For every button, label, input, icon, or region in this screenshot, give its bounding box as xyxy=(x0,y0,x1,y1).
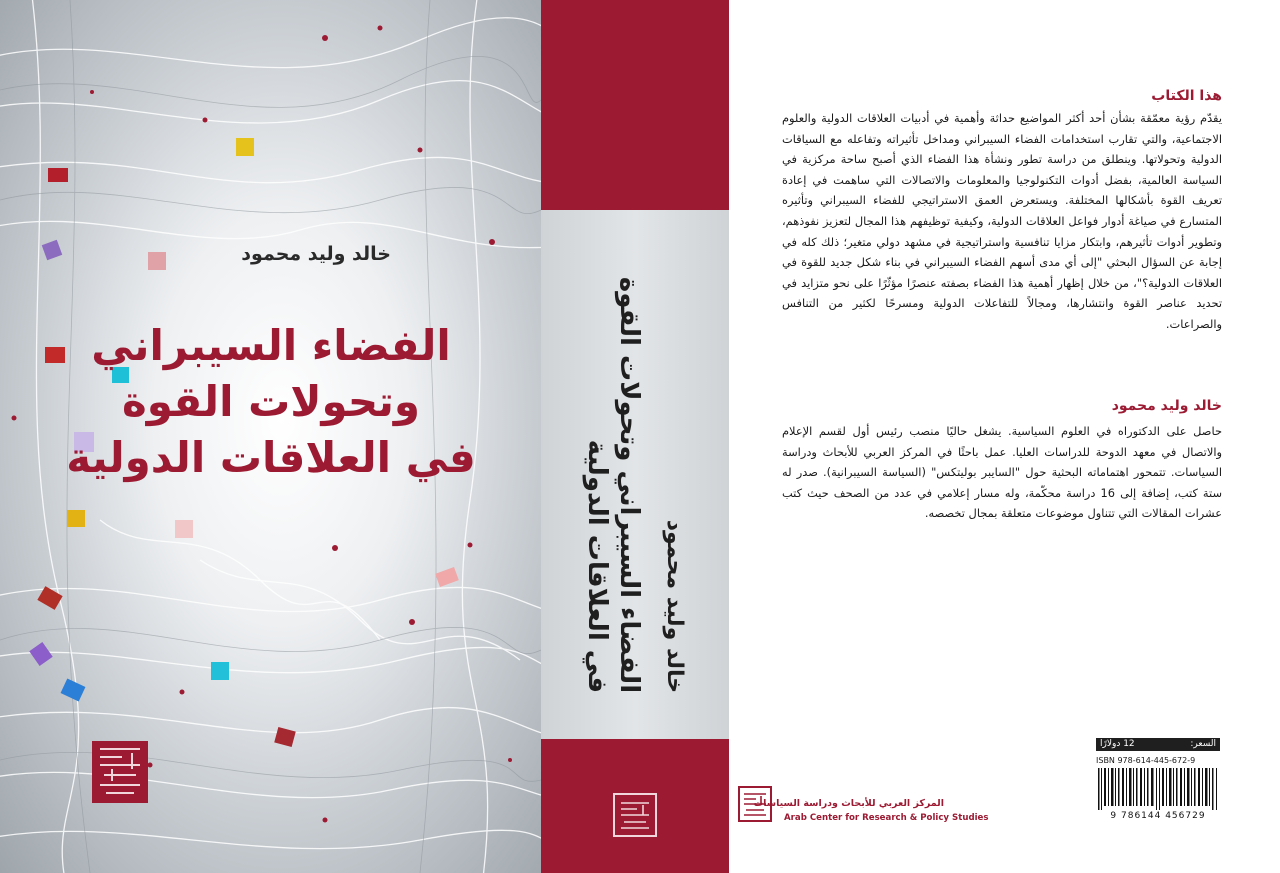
front-title-line: في العلاقات الدولية xyxy=(66,433,476,482)
publisher-logo-spine xyxy=(613,793,657,837)
front-title-line: الفضاء السيبراني xyxy=(91,321,451,370)
front-author-name: خالد وليد محمود xyxy=(241,243,391,265)
spine-text xyxy=(581,277,689,693)
author-bio-text: حاصل على الدكتوراه في العلوم السياسية. يشغل حاليًا منصب رئيس أول لقسم الإعلام والاتصال في معهد الدوحة للدراسات العليا. عمل باحثًا في المركز العربي للأبحاث ودراسة السياسات. تتمحور اهتماماته البحثية حول "السايبر بوليتكس" (السياسة السيبرانية). صدر له ستة كتب، إضافة إلى 16 دراسة محكّمة، وله مسار إعلامي في عدد من الصحف حيث كتب عشرات المقالات التي تتناول موضوعات متعلقة بمجال تخصصه. xyxy=(782,424,1223,521)
spine-top-band xyxy=(541,0,729,210)
book-spine xyxy=(541,0,729,873)
author-heading: خالد وليد محمود xyxy=(1111,398,1222,414)
barcode-digits: 9 786144 456729 xyxy=(1110,811,1206,821)
price-label xyxy=(1096,738,1220,751)
spine-title-line: في العلاقات الدولية xyxy=(582,439,612,694)
front-title-line: وتحولات القوة xyxy=(121,377,421,426)
price-label-text: السعر: xyxy=(1190,739,1216,749)
publisher-name-arabic: المركز العربي للأبحاث ودراسة السياسات xyxy=(753,798,944,809)
publisher-logo-front xyxy=(92,741,148,803)
about-book-text: يقدّم رؤية معمّقة بشأن أحد أكثر المواضيع حداثة وأهمية في أدبيات العلاقات الدولية والعلوم الاجتماعية، والتي تقارب استخدامات الفضاء السيبراني ومداخل تأثيراته وتفاعله مع السياقات الدولية وتحولاتها. وينطلق من دراسة تطور ونشأة هذا الفضاء الذي أصبح ساحة مركزية في السياسة العالمية، بفضل أدوات التكنولوجيا والمعلومات والاتصالات التي ساهمت في إعادة تعريف القوة بأشكالها المختلفة. ويستعرض العمق الاستراتيجي للفضاء السيبراني وتأثيره المتسارع في صياغة أدوار فواعل العلاقات الدولية، وكيفية توظيفهم هذا المجال لتعزيز نفوذهم، وتطوير أدوات تأثيرهم، وابتكار مزايا تنافسية واستراتيجية في مشهد دولي متغير؛ ذلك كله في إجابة عن السؤال البحثي "إلى أي مدى أسهم الفضاء السيبراني في بناء شكل جديد للقوة في العلاقات الدولية؟"، من خلال إظهار أهمية هذا الفضاء بصفته عنصرًا مؤثّرًا على نحو متزايد في تحديد عناصر القوة وانتشارها، ومجالاً للتفاعلات الدولية ومسرحًا لكثير من التنافس والصراعات. xyxy=(782,111,1222,331)
about-book-heading: هذا الكتاب xyxy=(1151,88,1222,104)
back-cover xyxy=(729,0,1280,873)
spine-author: خالد وليد محمود xyxy=(662,519,687,694)
isbn-text: ISBN 978-614-445-672-9 xyxy=(1096,756,1196,765)
front-title xyxy=(31,318,511,486)
barcode xyxy=(1096,768,1220,810)
front-cover xyxy=(0,0,541,873)
publisher-name-english: Arab Center for Research & Policy Studies xyxy=(784,813,989,823)
price-value: 12 دولارًا xyxy=(1100,739,1135,749)
spine-title-line: الفضاء السيبراني وتحولات القوة xyxy=(614,276,644,694)
